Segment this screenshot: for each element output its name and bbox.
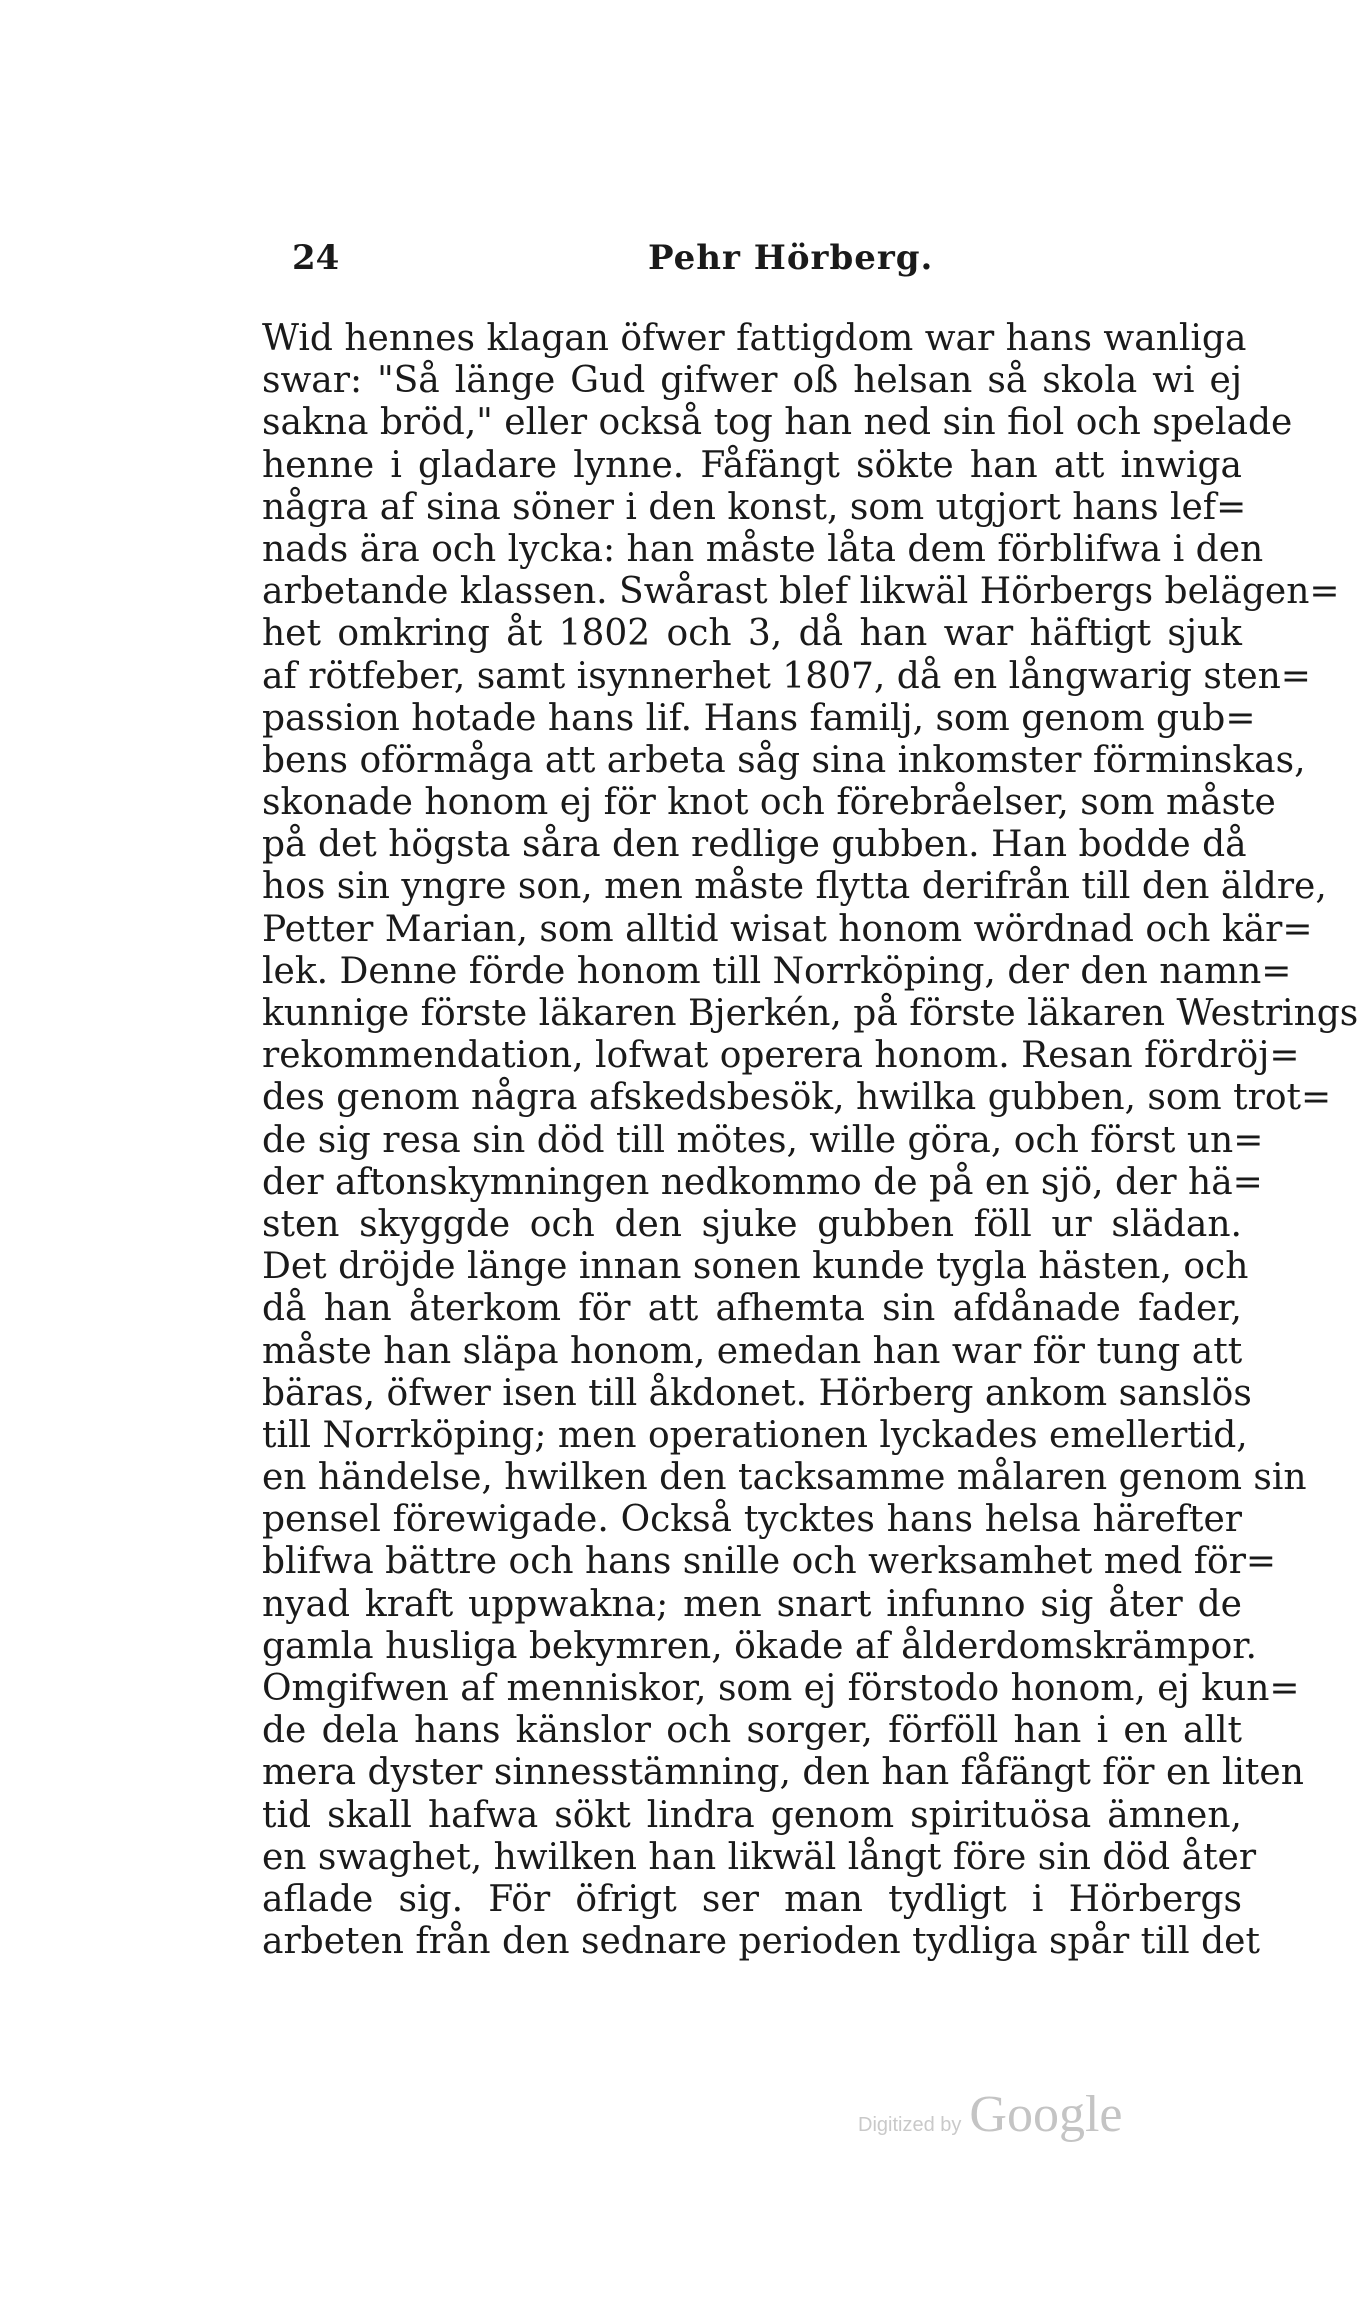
text-line: arbetande klassen. Swårast blef likwäl Hörbergs belägen= [262,571,1340,613]
text-line: tid skall hafwa sökt lindra genom spirituösa ämnen, [262,1794,1242,1836]
text-line: der aftonskymningen nedkommo de på en sjö, der hä= [262,1161,1263,1203]
text-line: kunnige förste läkaren Bjerkén, på förste läkaren Westrings [262,993,1359,1034]
page-number: 24 [292,238,340,278]
text-line: nads ära och lycka: han måste låta dem förblifwa i den [262,528,1264,570]
running-title: Pehr Hörberg. [648,238,934,278]
text-line: gamla husliga bekymren, ökade af ålderdomskrämpor. [262,1625,1257,1667]
text-line: sten skyggde och den sjuke gubben föll ur slädan. [262,1203,1242,1245]
google-logo: Google [969,2086,1123,2143]
text-line: Omgifwen af menniskor, som ej förstodo honom, ej kun= [262,1668,1300,1709]
text-line: mera dyster sinnesstämning, den han fåfängt för en liten [262,1752,1304,1794]
text-line: lek. Denne förde honom till Norrköping, der den namn= [262,950,1292,992]
text-line: Wid hennes klagan öfwer fattigdom war hans wanliga [262,318,1247,359]
text-line: nyad kraft uppwakna; men snart infunno sig åter de [262,1583,1242,1625]
digitized-watermark [858,2085,1122,2144]
text-line: henne i gladare lynne. Fåfängt sökte han att inwiga [262,444,1242,486]
text-line: swar: "Så länge Gud gifwer oß helsan så skola wi ej [262,360,1242,402]
text-line: blifwa bättre och hans snille och werksamhet med för= [262,1541,1277,1583]
text-line: af rötfeber, samt isynnerhet 1807, då en långwarig sten= [262,655,1311,697]
text-line: på det högsta såra den redlige gubben. Han bodde då [262,824,1247,866]
text-line: då han återkom för att afhemta sin afdånade fader, [262,1288,1242,1330]
body-text [262,318,1359,1963]
text-line: måste han släpa honom, emedan han war för tung att [262,1330,1243,1372]
text-line: en swaghet, hwilken han likwäl långt före sin död åter [262,1836,1257,1878]
text-line: aflade sig. För öfrigt ser man tydligt i Hörbergs [262,1878,1242,1920]
text-line: arbeten från den sednare perioden tydliga spår till det [262,1921,1260,1963]
text-line: sakna bröd," eller också tog han ned sin fiol och spelade [262,402,1293,444]
text-line: rekommendation, lofwat operera honom. Resan fördröj= [262,1035,1300,1077]
text-line: het omkring åt 1802 och 3, då han war häftigt sjuk [262,613,1242,655]
text-line: bäras, öfwer isen till åkdonet. Hörberg ankom sanslös [262,1372,1252,1414]
text-line: några af sina söner i den konst, som utgjort hans lef= [262,486,1247,528]
text-line: passion hotade hans lif. Hans familj, som genom gub= [262,697,1256,739]
text-line: des genom några afskedsbesök, hwilka gubben, som trot= [262,1077,1332,1119]
text-line: Det dröjde länge innan sonen kunde tygla hästen, och [262,1246,1249,1288]
text-line: Petter Marian, som alltid wisat honom wördnad och kär= [262,908,1313,950]
text-line: bens oförmåga att arbeta såg sina inkomster förminskas, [262,739,1306,781]
watermark-prefix: Digitized by [858,2114,962,2136]
text-line: en händelse, hwilken den tacksamme målaren genom sin [262,1457,1307,1499]
text-line: pensel förewigade. Också tycktes hans helsa härefter [262,1499,1242,1541]
text-line: skonade honom ej för knot och förebråelser, som måste [262,782,1276,824]
text-line: de dela hans känslor och sorger, förföll han i en allt [262,1710,1242,1752]
text-line: de sig resa sin död till mötes, wille göra, och först un= [262,1119,1264,1161]
text-line: till Norrköping; men operationen lyckades emellertid, [262,1414,1248,1456]
text-line: hos sin yngre son, men måste flytta derifrån till den äldre, [262,866,1327,908]
